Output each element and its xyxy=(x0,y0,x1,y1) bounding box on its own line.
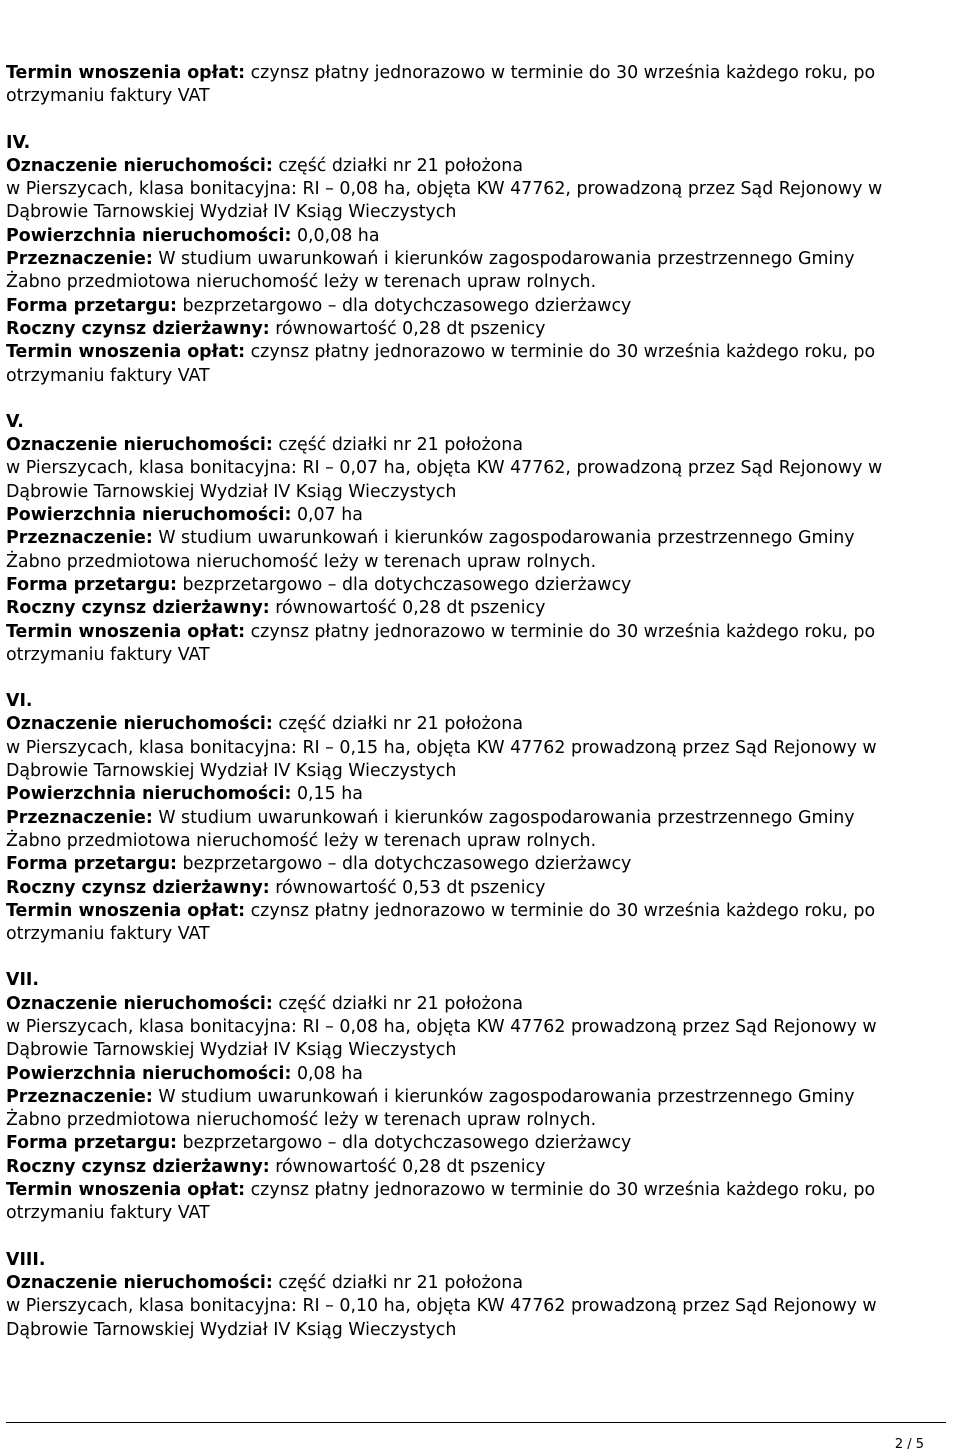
purpose-line xyxy=(6,807,956,830)
designation-value: część działki nr 21 położona xyxy=(278,714,523,735)
designation-value: część działki nr 21 położona xyxy=(278,155,523,176)
section-v xyxy=(6,411,956,667)
annual-rent-value: równowartość 0,53 dt pszenicy xyxy=(275,877,546,898)
designation-court: Dąbrowie Tarnowskiej Wydział IV Ksiąg Wieczystych xyxy=(6,1319,457,1340)
designation-label: Oznaczenie nieruchomości: xyxy=(6,1272,273,1293)
designation-line xyxy=(6,1272,956,1295)
tender-form-value: bezprzetargowo – dla dotychczasowego dzierżawcy xyxy=(182,295,632,316)
payment-term-label: Termin wnoszenia opłat: xyxy=(6,1180,246,1201)
purpose-label: Przeznaczenie: xyxy=(6,1086,153,1107)
area-value: 0,0,08 ha xyxy=(296,225,380,246)
annual-rent-line xyxy=(6,318,956,341)
tender-form-label: Forma przetargu: xyxy=(6,574,177,595)
payment-term-value: czynsz płatny jednorazowo w terminie do 30 września każdego roku, po xyxy=(250,63,876,83)
annual-rent-value: równowartość 0,28 dt pszenicy xyxy=(275,1156,546,1177)
area-line xyxy=(6,783,956,806)
payment-term-continuation: otrzymaniu faktury VAT xyxy=(6,644,210,665)
purpose-line xyxy=(6,1086,956,1109)
purpose-value: W studium uwarunkowań i kierunków zagospodarowania przestrzennego Gminy xyxy=(158,528,855,549)
designation-line xyxy=(6,434,956,457)
area-label: Powierzchnia nieruchomości: xyxy=(6,1063,292,1084)
payment-term-label: Termin wnoszenia opłat: xyxy=(6,63,246,83)
tender-form-value: bezprzetargowo – dla dotychczasowego dzierżawcy xyxy=(182,1133,632,1154)
designation-label: Oznaczenie nieruchomości: xyxy=(6,155,273,176)
area-label: Powierzchnia nieruchomości: xyxy=(6,784,292,805)
area-line xyxy=(6,1063,956,1086)
annual-rent-line xyxy=(6,597,956,620)
purpose-value: W studium uwarunkowań i kierunków zagospodarowania przestrzennego Gminy xyxy=(158,1086,855,1107)
designation-details: w Pierszycach, klasa bonitacyjna: RI – 0,08 ha, objęta KW 47762, prowadzoną przez Sąd Rejonowy w xyxy=(6,179,883,200)
section-numeral: VII. xyxy=(6,970,40,991)
purpose-continuation: Żabno przedmiotowa nieruchomość leży w terenach upraw rolnych. xyxy=(6,1110,597,1131)
annual-rent-value: równowartość 0,28 dt pszenicy xyxy=(275,318,546,339)
annual-rent-label: Roczny czynsz dzierżawny: xyxy=(6,598,270,619)
purpose-label: Przeznaczenie: xyxy=(6,249,153,270)
tender-form-line xyxy=(6,295,956,318)
designation-value: część działki nr 21 położona xyxy=(278,1272,523,1293)
purpose-value: W studium uwarunkowań i kierunków zagospodarowania przestrzennego Gminy xyxy=(158,249,855,270)
area-label: Powierzchnia nieruchomości: xyxy=(6,225,292,246)
payment-term-value: czynsz płatny jednorazowo w terminie do 30 września każdego roku, po xyxy=(250,1180,876,1201)
footer-divider xyxy=(6,1422,946,1423)
area-line xyxy=(6,504,956,527)
section-vi xyxy=(6,690,956,946)
payment-term-line xyxy=(6,1179,956,1202)
designation-value: część działki nr 21 położona xyxy=(278,993,523,1014)
section-numeral: VIII. xyxy=(6,1249,46,1270)
area-line xyxy=(6,225,956,248)
purpose-line xyxy=(6,248,956,271)
annual-rent-label: Roczny czynsz dzierżawny: xyxy=(6,1156,270,1177)
designation-court: Dąbrowie Tarnowskiej Wydział IV Ksiąg Wieczystych xyxy=(6,202,457,223)
purpose-continuation: Żabno przedmiotowa nieruchomość leży w terenach upraw rolnych. xyxy=(6,830,597,851)
annual-rent-line xyxy=(6,877,956,900)
payment-term-line xyxy=(6,621,956,644)
payment-term-continuation: otrzymaniu faktury VAT xyxy=(6,365,210,386)
annual-rent-line xyxy=(6,1156,956,1179)
document-page xyxy=(6,62,956,1342)
designation-label: Oznaczenie nieruchomości: xyxy=(6,993,273,1014)
payment-term-value: czynsz płatny jednorazowo w terminie do 30 września każdego roku, po xyxy=(250,621,876,642)
payment-term-label: Termin wnoszenia opłat: xyxy=(6,621,246,642)
purpose-label: Przeznaczenie: xyxy=(6,528,153,549)
payment-term-label: Termin wnoszenia opłat: xyxy=(6,342,246,363)
section-numeral: VI. xyxy=(6,691,33,712)
page-number: 2 / 5 xyxy=(894,1437,924,1452)
designation-details: w Pierszycach, klasa bonitacyjna: RI – 0,08 ha, objęta KW 47762 prowadzoną przez Sąd Rejonowy w xyxy=(6,1016,877,1037)
area-value: 0,07 ha xyxy=(296,505,363,526)
section-numeral: V. xyxy=(6,411,24,432)
designation-court: Dąbrowie Tarnowskiej Wydział IV Ksiąg Wieczystych xyxy=(6,761,457,782)
designation-details: w Pierszycach, klasa bonitacyjna: RI – 0,10 ha, objęta KW 47762 prowadzoną przez Sąd Rejonowy w xyxy=(6,1296,877,1317)
tender-form-line xyxy=(6,574,956,597)
payment-term-label: Termin wnoszenia opłat: xyxy=(6,900,246,921)
designation-label: Oznaczenie nieruchomości: xyxy=(6,435,273,456)
tender-form-line xyxy=(6,1132,956,1155)
section-numeral: IV. xyxy=(6,132,31,153)
annual-rent-value: równowartość 0,28 dt pszenicy xyxy=(275,598,546,619)
section-vii xyxy=(6,969,956,1225)
payment-term-continuation: otrzymaniu faktury VAT xyxy=(6,86,210,107)
designation-line xyxy=(6,993,956,1016)
area-label: Powierzchnia nieruchomości: xyxy=(6,505,292,526)
tender-form-label: Forma przetargu: xyxy=(6,1133,177,1154)
tender-form-line xyxy=(6,853,956,876)
section-iv xyxy=(6,132,956,388)
annual-rent-label: Roczny czynsz dzierżawny: xyxy=(6,877,270,898)
tender-form-value: bezprzetargowo – dla dotychczasowego dzierżawcy xyxy=(182,854,632,875)
tender-form-label: Forma przetargu: xyxy=(6,854,177,875)
designation-details: w Pierszycach, klasa bonitacyjna: RI – 0,15 ha, objęta KW 47762 prowadzoną przez Sąd Rejonowy w xyxy=(6,737,877,758)
section-viii xyxy=(6,1249,956,1342)
designation-details: w Pierszycach, klasa bonitacyjna: RI – 0,07 ha, objęta KW 47762, prowadzoną przez Sąd Rejonowy w xyxy=(6,458,883,479)
payment-term-line xyxy=(6,62,956,85)
designation-court: Dąbrowie Tarnowskiej Wydział IV Ksiąg Wieczystych xyxy=(6,1040,457,1061)
payment-term-line xyxy=(6,900,956,923)
payment-term-continuation: otrzymaniu faktury VAT xyxy=(6,924,210,945)
area-value: 0,08 ha xyxy=(296,1063,363,1084)
purpose-label: Przeznaczenie: xyxy=(6,807,153,828)
designation-line xyxy=(6,155,956,178)
designation-value: część działki nr 21 położona xyxy=(278,435,523,456)
annual-rent-label: Roczny czynsz dzierżawny: xyxy=(6,318,270,339)
purpose-continuation: Żabno przedmiotowa nieruchomość leży w terenach upraw rolnych. xyxy=(6,551,597,572)
tender-form-value: bezprzetargowo – dla dotychczasowego dzierżawcy xyxy=(182,574,632,595)
area-value: 0,15 ha xyxy=(296,784,363,805)
purpose-value: W studium uwarunkowań i kierunków zagospodarowania przestrzennego Gminy xyxy=(158,807,855,828)
designation-label: Oznaczenie nieruchomości: xyxy=(6,714,273,735)
tender-form-label: Forma przetargu: xyxy=(6,295,177,316)
payment-term-value: czynsz płatny jednorazowo w terminie do 30 września każdego roku, po xyxy=(250,342,876,363)
intro-block xyxy=(6,62,956,109)
purpose-line xyxy=(6,527,956,550)
designation-court: Dąbrowie Tarnowskiej Wydział IV Ksiąg Wieczystych xyxy=(6,481,457,502)
payment-term-line xyxy=(6,341,956,364)
designation-line xyxy=(6,713,956,736)
payment-term-continuation: otrzymaniu faktury VAT xyxy=(6,1203,210,1224)
purpose-continuation: Żabno przedmiotowa nieruchomość leży w terenach upraw rolnych. xyxy=(6,272,597,293)
payment-term-value: czynsz płatny jednorazowo w terminie do 30 września każdego roku, po xyxy=(250,900,876,921)
